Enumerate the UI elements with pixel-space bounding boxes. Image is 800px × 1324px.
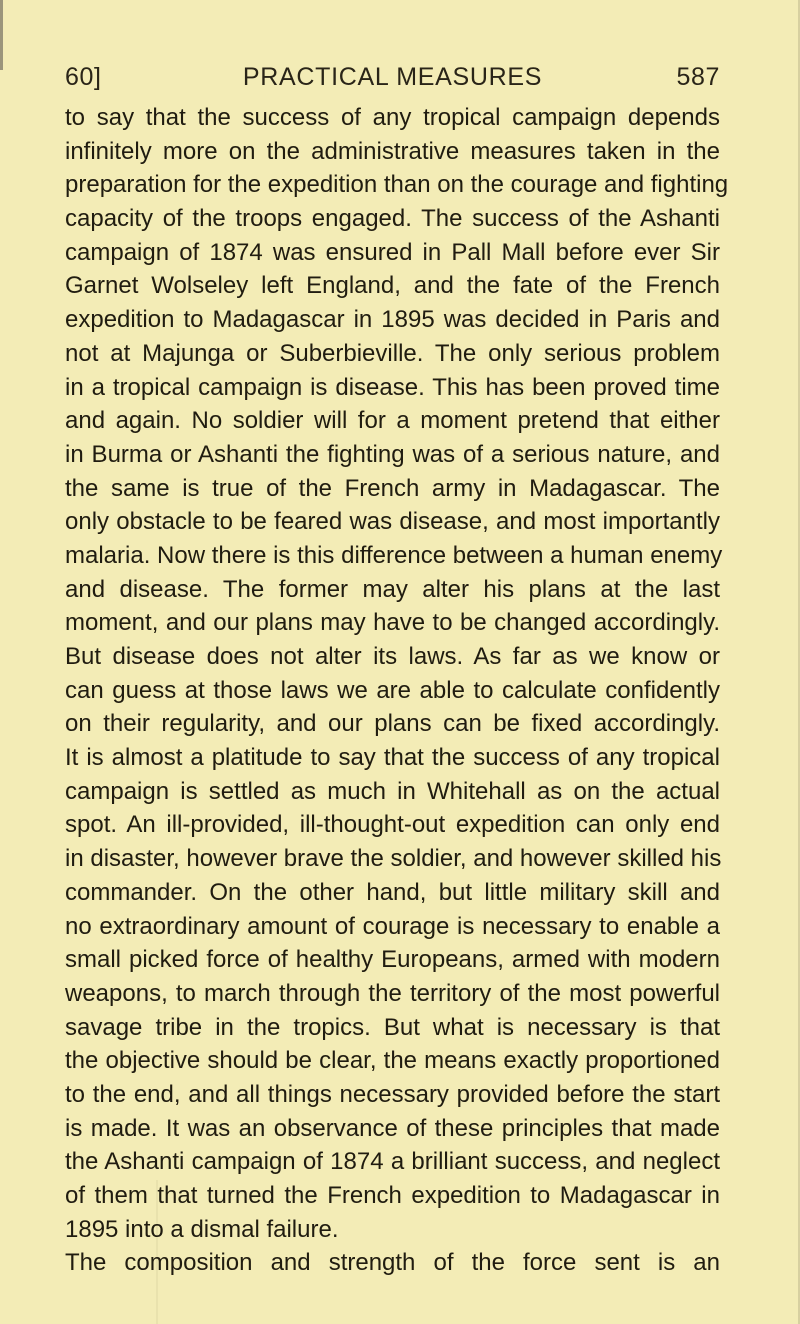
body-line: small picked force of healthy Europeans, armed with modern [65,946,720,974]
body-line: and disease. The former may alter his plans at the last [65,575,720,603]
body-line: moment, and our plans may have to be changed accordingly. [65,609,720,637]
body-line: and again. No soldier will for a moment pretend that either [65,407,720,435]
body-line: weapons, to march through the territory of the most powerful [65,979,720,1007]
body-line: can guess at those laws we are able to calculate confidently [65,676,720,704]
body-line: the Ashanti campaign of 1874 a brilliant success, and neglect [65,1148,720,1176]
body-line: expedition to Madagascar in 1895 was decided in Paris and [65,306,720,334]
body-line: the objective should be clear, the means exactly proportioned [65,1047,720,1075]
body-line: It is almost a platitude to say that the success of any tropical [65,744,720,772]
body-line: not at Majunga or Suberbieville. The only serious problem [65,339,720,367]
header-title: PRACTICAL MEASURES [242,63,543,91]
body-line: no extraordinary amount of courage is necessary to enable a [65,912,720,940]
header-page-ref: 60] [65,63,102,91]
body-line: malaria. Now there is this difference between a human enemy [65,541,723,569]
body-line: is made. It was an observance of these principles that made [65,1114,720,1142]
body-line: campaign is settled as much in Whitehall as on the actual [65,777,720,805]
body-text [65,101,729,1280]
body-line: spot. An ill-provided, ill-thought-out expedition can only end [65,811,720,839]
body-line: infinitely more on the administrative measures taken in the [65,137,720,165]
page-edge-left [0,0,3,70]
body-line: on their regularity, and our plans can be fixed accordingly. [65,710,720,738]
body-line: only obstacle to be feared was disease, and most importantly [65,508,720,536]
body-line: the same is true of the French army in Madagascar. The [65,474,720,502]
body-line: The composition and strength of the force sent is an [65,1249,720,1277]
body-line: in disaster, however brave the soldier, and however skilled his [65,845,722,873]
body-line: 1895 into a dismal failure. [65,1215,339,1243]
body-line: Garnet Wolseley left England, and the fate of the French [65,272,720,300]
body-line: to the end, and all things necessary provided before the start [65,1080,720,1108]
header-page-number: 587 [676,63,720,91]
body-line: capacity of the troops engaged. The success of the Ashanti [65,205,720,233]
body-line: of them that turned the French expedition to Madagascar in [65,1182,720,1209]
body-line: savage tribe in the tropics. But what is necessary is that [65,1013,720,1041]
body-line: in Burma or Ashanti the fighting was of a serious nature, and [65,440,720,468]
body-line: But disease does not alter its laws. As far as we know or [65,643,720,670]
body-line: in a tropical campaign is disease. This has been proved time [65,373,720,401]
body-line: campaign of 1874 was ensured in Pall Mall before ever Sir [65,238,720,266]
body-line: preparation for the expedition than on the courage and fighting [65,171,729,199]
running-header [65,60,720,94]
body-line: commander. On the other hand, but little military skill and [65,878,720,906]
body-line: to say that the success of any tropical campaign depends [65,104,720,131]
